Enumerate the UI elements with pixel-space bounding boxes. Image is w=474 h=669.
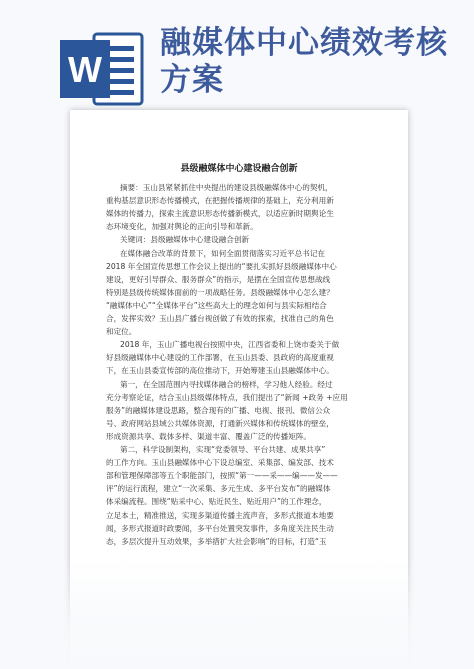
- body-line: 的工作方向。玉山县融媒体中心下设总编室、采集部、编发部、技术: [106, 458, 334, 468]
- body-line: 第一，在全国范围内寻找媒体融合的榜样，学习他人经验。经过: [120, 379, 333, 389]
- body-line: 下，在玉山县委宣传部的高位推动下，开始筹建玉山县融媒体中心。: [106, 366, 334, 376]
- body-line: 好县级融媒体中心建设的工作部署，在玉山县委、县政府的高度重视: [106, 353, 334, 363]
- document-title: 县级融媒体中心建设融合创新: [180, 164, 298, 174]
- body-line: 号、政府网站县域公共媒体资源，打通新兴媒体和传统媒体的壁垒，: [106, 418, 334, 428]
- body-line: 媒体的传播力，探索主流意识形态传播新模式，以适应新时期舆论生: [106, 209, 334, 219]
- body-line: 体采编流程。围绕“贴采中心、贴近民生、贴近用户”的工作理念，: [106, 497, 327, 507]
- body-line: 建设，更好引导群众、服务群众”的指示，是摆在全国宣传思想战线: [106, 274, 331, 284]
- body-line: 2018 年全国宣传思想工作会议上提出的“要扎实抓好县级融媒体中心: [106, 261, 337, 271]
- body-line: 合，发挥实效？玉山县广播台视创做了有效的探索，找准自己的角色: [106, 314, 334, 323]
- body-line: 评”的运行流程，建立“一次采集、多元生成、多平台发布”的融媒体: [106, 484, 331, 494]
- body-line: 部和管理保障部等五个职能部门，按照“第一——采——编——发——: [106, 471, 338, 481]
- body-line: 第二，科学设制架构，实现“党委领导、平台共建、成果共享”: [120, 445, 326, 454]
- word-letter: W: [68, 49, 102, 90]
- body-line: 关键词：县级融媒体中心建设融合创新: [120, 235, 250, 245]
- body-line: 闻，多形式报道时政要闻，多平台处置突发事件，多角度关注民生动: [106, 523, 334, 533]
- header: [0, 0, 474, 110]
- body-line: 立足本土，精准推送，实现多渠道传播主流声音，多形式报道本地要: [106, 510, 334, 520]
- body-line: 态，多层次提升互动效果，多举措扩大社会影响”的目标，打造“玉: [106, 536, 327, 546]
- body-line: 充分考察论证，结合玉山县级媒体特点，我们提出了“新闻 +政务 +应用: [106, 392, 348, 402]
- body-line: “融媒体中心”“全媒体平台”这些高大上的理念如何与县实际相结合: [106, 300, 327, 310]
- word-document-icon: [60, 32, 144, 106]
- body-line: 特别是县级传统媒体面前的一项战略任务。县级融媒体中心怎么建？: [106, 287, 334, 297]
- body-line: 摘要：玉山县紧紧抓住中央提出的建设县级融媒体中心的契机，: [120, 183, 333, 192]
- body-line: 2018 年，玉山广播电视台按照中央，江西省委和上饶市委关于做: [120, 340, 340, 350]
- body-line: 形成资源共享、载体多样、渠道丰富、覆盖广泛的传播矩阵。: [106, 431, 312, 441]
- body-line: 和定位。: [106, 327, 137, 337]
- body-line: 服务”的融媒体建设思路，整合现有的广播、电视、报刊、微信公众: [106, 405, 331, 415]
- body-line: 态环境变化，加强对舆论的正向引导和革新。: [106, 222, 258, 232]
- body-line: 在媒体融合改革的背景下，如何全面贯彻落实习近平总书记在: [120, 248, 326, 258]
- body-line: 重构基层意识形态传播模式，在把握传播规律的基础上，充分利用新: [106, 196, 334, 206]
- bottom-fade-overlay: [0, 559, 474, 669]
- page-title: 融媒体中心绩效考核方案: [160, 25, 448, 98]
